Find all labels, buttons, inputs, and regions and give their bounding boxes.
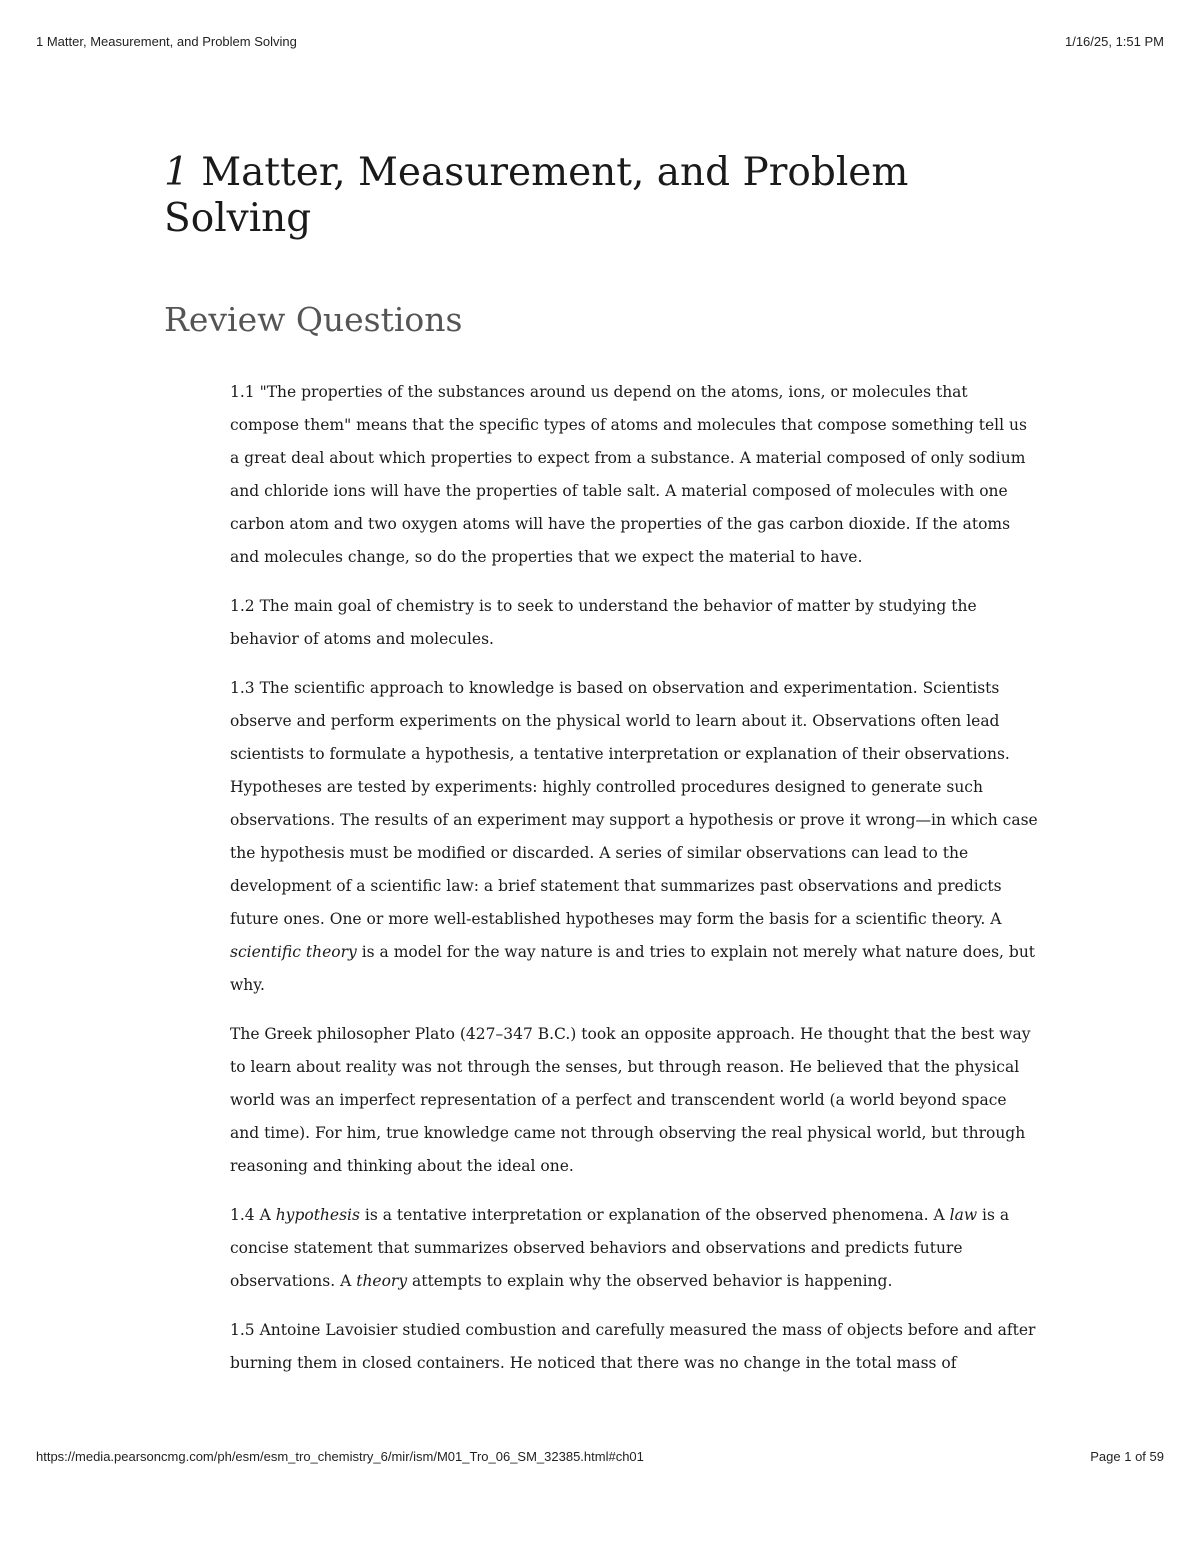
section-title: Review Questions [164,300,463,339]
answer-1-3-plato: The Greek philosopher Plato (427–347 B.C.) took an opposite approach. He thought that the best way to learn about reality was not through the senses, but through reason. He believed that the physical world was an imperfect representation of a perfect and transcendent world (a world beyond space and time). For him, true knowledge came not through observing the real physical world, but through reasoning and thinking about the ideal one. [230,1025,1031,1175]
chapter-title-text: Matter, Measurement, and Problem Solving [164,150,909,241]
answer-1-4 [230,1199,1040,1298]
answer-1-3-text: 1.3 The scientific approach to knowledge is based on observation and experimentation. Scientists observe and perform experiments on the physical world to learn about it. Observations often lead scientists to formulate a hypothesis, a tentative interpretation or explanation of their observations. Hypotheses are tested by experiments: highly controlled procedures designed to generate such observations. The results of an experiment may support a hypothesis or prove it wrong—in which case the hypothesis must be modified or discarded. A series of similar observations can lead to the development of a scientific law: a brief statement that summarizes past observations and predicts future ones. One or more well-established hypotheses may form the basis for a scientific theory. A [230,679,1038,928]
answer-1-4-text: 1.4 A [230,1206,276,1224]
print-footer-page: Page 1 of 59 [1090,1449,1164,1464]
review-answers [230,376,1040,1380]
answer-1-2: 1.2 The main goal of chemistry is to seek to understand the behavior of matter by studying the behavior of atoms and molecules. [230,597,977,648]
print-header-datetime: 1/16/25, 1:51 PM [1064,34,1164,49]
answer-1-4-term-theory: theory [356,1272,408,1290]
answer-1-3-term: scientific theory [230,943,357,961]
answer-1-4-text-2: is a tentative interpretation or explanation of the observed phenomena. A [359,1206,950,1224]
answer-1-5: 1.5 Antoine Lavoisier studied combustion and carefully measured the mass of objects before and after burning them in closed containers. He noticed that there was no change in the total mass of [230,1321,1036,1372]
answer-1-4-text-end: attempts to explain why the observed behavior is happening. [407,1272,893,1290]
chapter-title [164,150,924,242]
print-footer [36,1449,1164,1464]
print-header-title: 1 Matter, Measurement, and Problem Solving [36,34,297,49]
answer-1-4-term-hypothesis: hypothesis [275,1206,360,1224]
print-header [36,34,1164,49]
document-content [164,150,1044,1396]
answer-1-3 [230,672,1040,1002]
answer-1-1: 1.1 "The properties of the substances around us depend on the atoms, ions, or molecules that compose them" means that the specific types of atoms and molecules that compose something tell us a great deal about which properties to expect from a substance. A material composed of only sodium and chloride ions will have the properties of table salt. A material composed of molecules with one carbon atom and two oxygen atoms will have the properties of the gas carbon dioxide. If the atoms and molecules change, so do the properties that we expect the material to have. [230,383,1027,566]
answer-1-4-text-3: is a concise statement that summarizes observed behaviors and observations and predicts future observations. A [230,1206,1010,1290]
answer-1-3-text-end: is a model for the way nature is and tries to explain not merely what nature does, but why. [230,943,1036,994]
print-footer-url: https://media.pearsoncmg.com/ph/esm/esm_tro_chemistry_6/mir/ism/M01_Tro_06_SM_32385.html#ch01 [36,1449,644,1464]
answer-1-4-term-law: law [949,1206,978,1224]
chapter-number: 1 [164,150,189,195]
